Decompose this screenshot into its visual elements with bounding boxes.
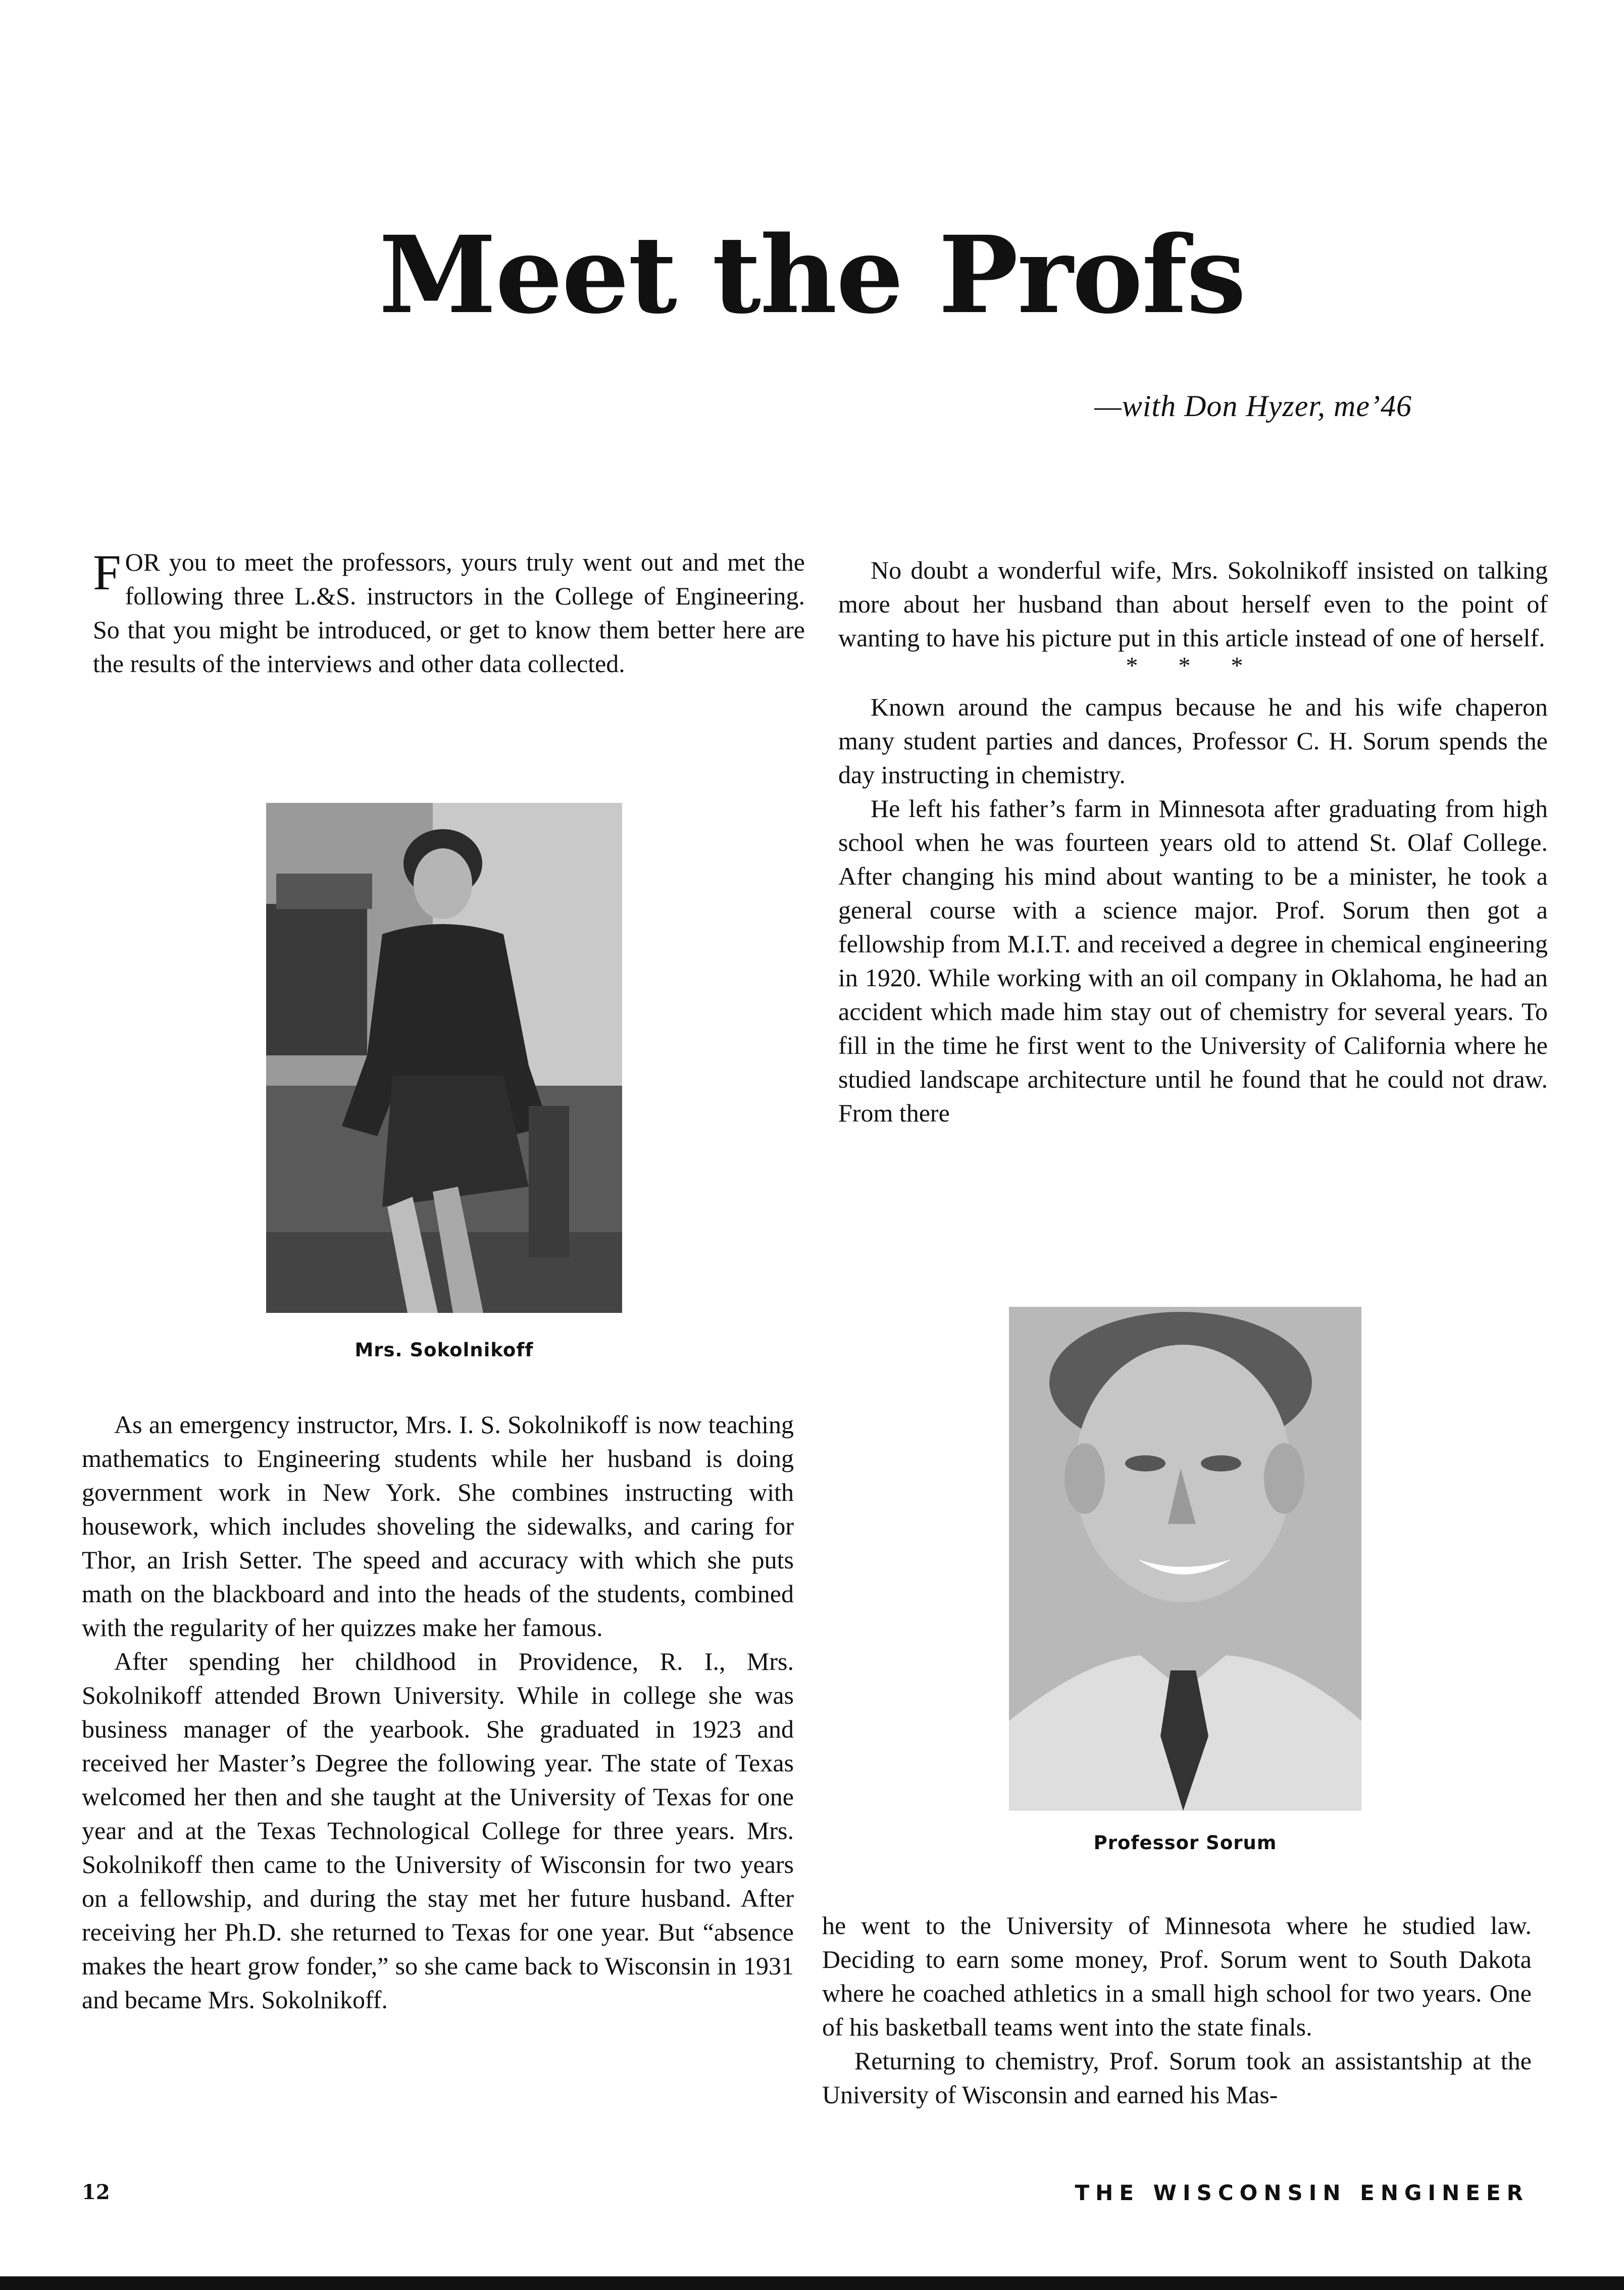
article-title: Meet the Profs [379, 213, 1245, 337]
right-continued-2: Returning to chemistry, Prof. Sorum took an assistantship at the University of Wisconsin and earned his Mas- [822, 2047, 1532, 2109]
right-paragraph-2: Known around the campus because he and his wife chaperon many student parties and dances, Professor C. H. Sorum spends the day instructing in chemistry. [838, 693, 1548, 789]
right-continued-1: he went to the University of Minnesota where he studied law. Deciding to earn some money, Prof. Sorum went to South Dakota where he coached athletics in a small high school for two years. One of his basketball teams went into the state finals. [822, 1911, 1532, 2041]
photo-sorum-image [1009, 1307, 1361, 1811]
right-column-lower [822, 1909, 1532, 2112]
caption-sokolnikoff: Mrs. Sokolnikoff [354, 1339, 534, 1361]
article-byline: —with Don Hyzer, me’46 [1094, 389, 1412, 423]
intro-text [93, 545, 805, 681]
left-paragraph-2: After spending her childhood in Providence, R. I., Mrs. Sokolnikoff attended Brown University. While in college she was business manager of the yearbook. She graduated in 1923 and received her Master’s Degree the following year. The state of Texas welcomed her then and she taught at the University of Texas for one year and at the Texas Technological College for three years. Mrs. Sokolnikoff then came to the University of Wisconsin for two years on a fellowship, and during the stay met her future husband. After receiving her Ph.D. she returned to Texas for one year. But “absence makes the heart grow fonder,” so she came back to Wisconsin in 1931 and became Mrs. Sokolnikoff. [82, 1647, 794, 2014]
drop-cap: F [93, 544, 121, 600]
section-separator: * * * [1126, 652, 1260, 679]
left-paragraph-1: As an emergency instructor, Mrs. I. S. Sokolnikoff is now teaching mathematics to Engineering students while her husband is doing government work in New York. She combines instructing with housework, which includes shoveling the sidewalks, and caring for Thor, an Irish Setter. The speed and accuracy with which she puts math on the blackboard and into the heads of the students, combined with the regularity of her quizzes make her famous. [82, 1410, 794, 1642]
page-number: 12 [82, 2180, 110, 2204]
left-column-body [82, 1408, 794, 2017]
caption-sorum: Professor Sorum [1093, 1832, 1277, 1854]
right-column-upper [838, 553, 1548, 1130]
publication-name: THE WISCONSIN ENGINEER [1075, 2180, 1529, 2205]
intro-paragraph: OR you to meet the professors, yours truly went out and met the following three L.&S. instructors in the College of Engineering. So that you might be introduced, or get to know them better here are the results of the interviews and other data collected. [93, 548, 805, 678]
photo-sokolnikoff-image [266, 803, 622, 1313]
bottom-border [0, 2276, 1624, 2290]
right-paragraph-1: No doubt a wonderful wife, Mrs. Sokolnikoff insisted on talking more about her husband than about herself even to the point of wanting to have his picture put in this article instead of one of herself. [838, 556, 1548, 652]
right-paragraph-3: He left his father’s farm in Minnesota after graduating from high school when he was fourteen years old to attend St. Olaf College. After changing his mind about wanting to be a minister, he took a general course with a science major. Prof. Sorum then got a fellowship from M.I.T. and received a degree in chemical engineering in 1920. While working with an oil company in Oklahoma, he had an accident which made him stay out of chemistry for several years. To fill in the time he first went to the University of California where he studied landscape architecture until he found that he could not draw. From there [838, 794, 1548, 1127]
photo-sorum [1009, 1307, 1361, 1811]
photo-sokolnikoff [266, 803, 622, 1313]
